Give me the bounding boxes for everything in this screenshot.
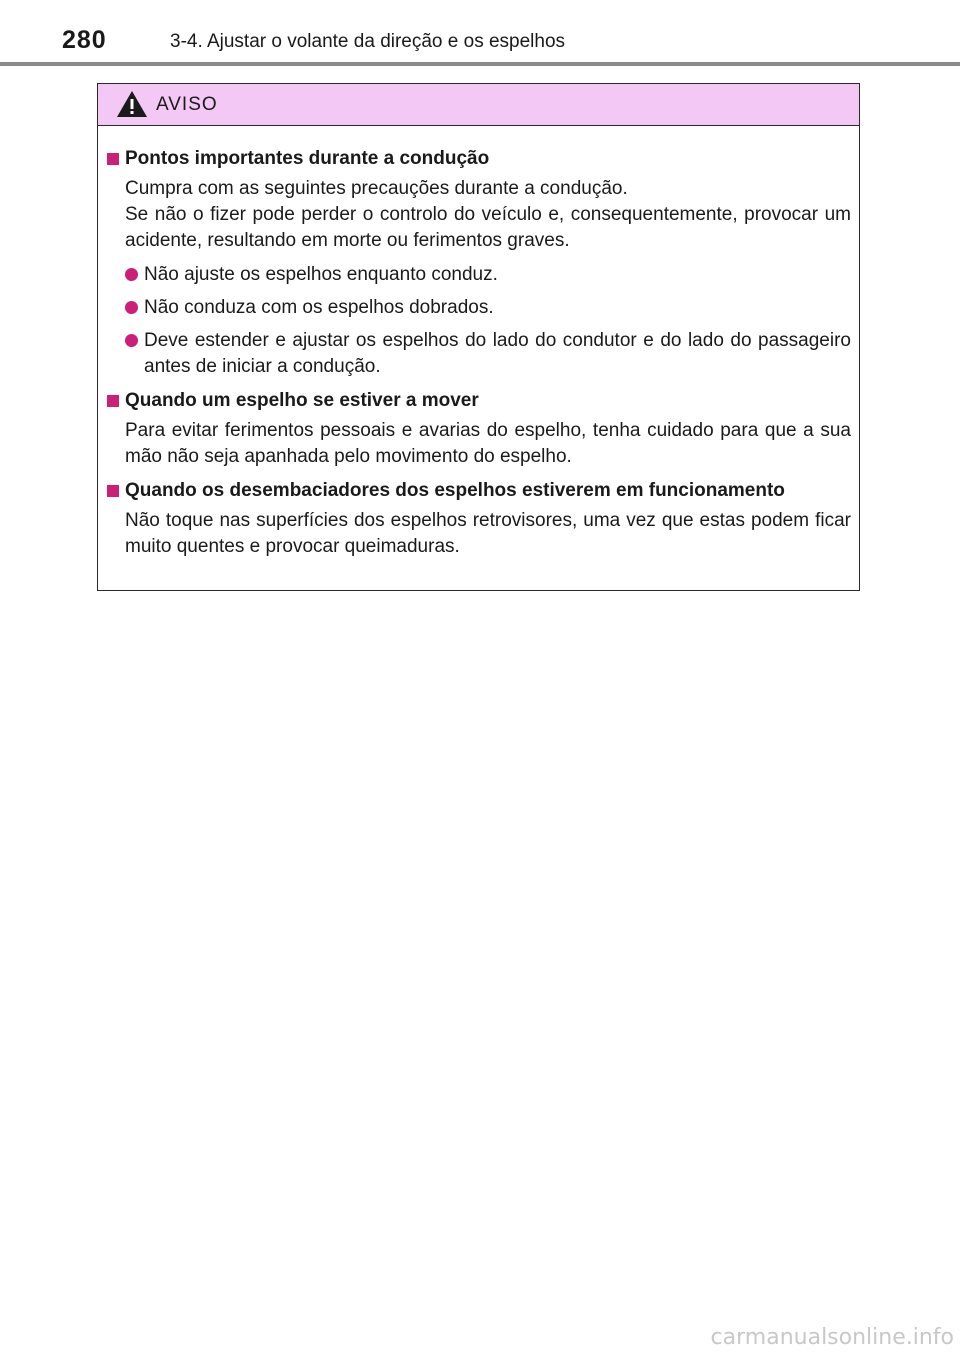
warning-section [107,388,851,470]
round-bullet-icon [125,334,138,347]
warning-label: AVISO [156,94,218,115]
square-bullet-icon [107,153,119,165]
warning-section [107,146,851,380]
bullet-list [107,262,851,380]
section-heading: Quando um espelho se estiver a mover [125,390,479,411]
header-rule [0,62,960,66]
section-heading: Quando os desembaciadores dos espelhos estiverem em funcionamento [125,480,785,501]
warning-body [98,126,859,560]
warning-section [107,478,851,560]
paragraph: Para evitar ferimentos pessoais e avarias do espelho, tenha cuidado para que a sua mão não seja apanhada pelo movimento do espelho. [125,420,851,467]
page-number: 280 [62,26,107,54]
round-bullet-icon [125,301,138,314]
warning-box [97,83,860,591]
warning-header [98,84,859,126]
square-bullet-icon [107,485,119,497]
list-item: Não ajuste os espelhos enquanto conduz. [107,262,851,288]
watermark: carmanualsonline.info [710,1325,954,1350]
warning-triangle-icon [116,90,148,118]
section-heading: Pontos importantes durante a condução [125,148,490,169]
page-header [0,0,960,68]
square-bullet-icon [107,395,119,407]
list-item: Não conduza com os espelhos dobrados. [107,295,851,321]
section-title: 3-4. Ajustar o volante da direção e os espelhos [170,31,566,52]
round-bullet-icon [125,268,138,281]
list-item: Deve estender e ajustar os espelhos do lado do condutor e do lado do passageiro antes de iniciar a condução. [107,328,851,380]
paragraph: Se não o fizer pode perder o controlo do veículo e, consequentemente, provocar um acidente, resultando em morte ou ferimentos graves. [125,204,851,251]
paragraph: Cumpra com as seguintes precauções durante a condução. [125,178,628,199]
paragraph: Não toque nas superfícies dos espelhos retrovisores, uma vez que estas podem ficar muito quentes e provocar queimaduras. [125,510,851,557]
